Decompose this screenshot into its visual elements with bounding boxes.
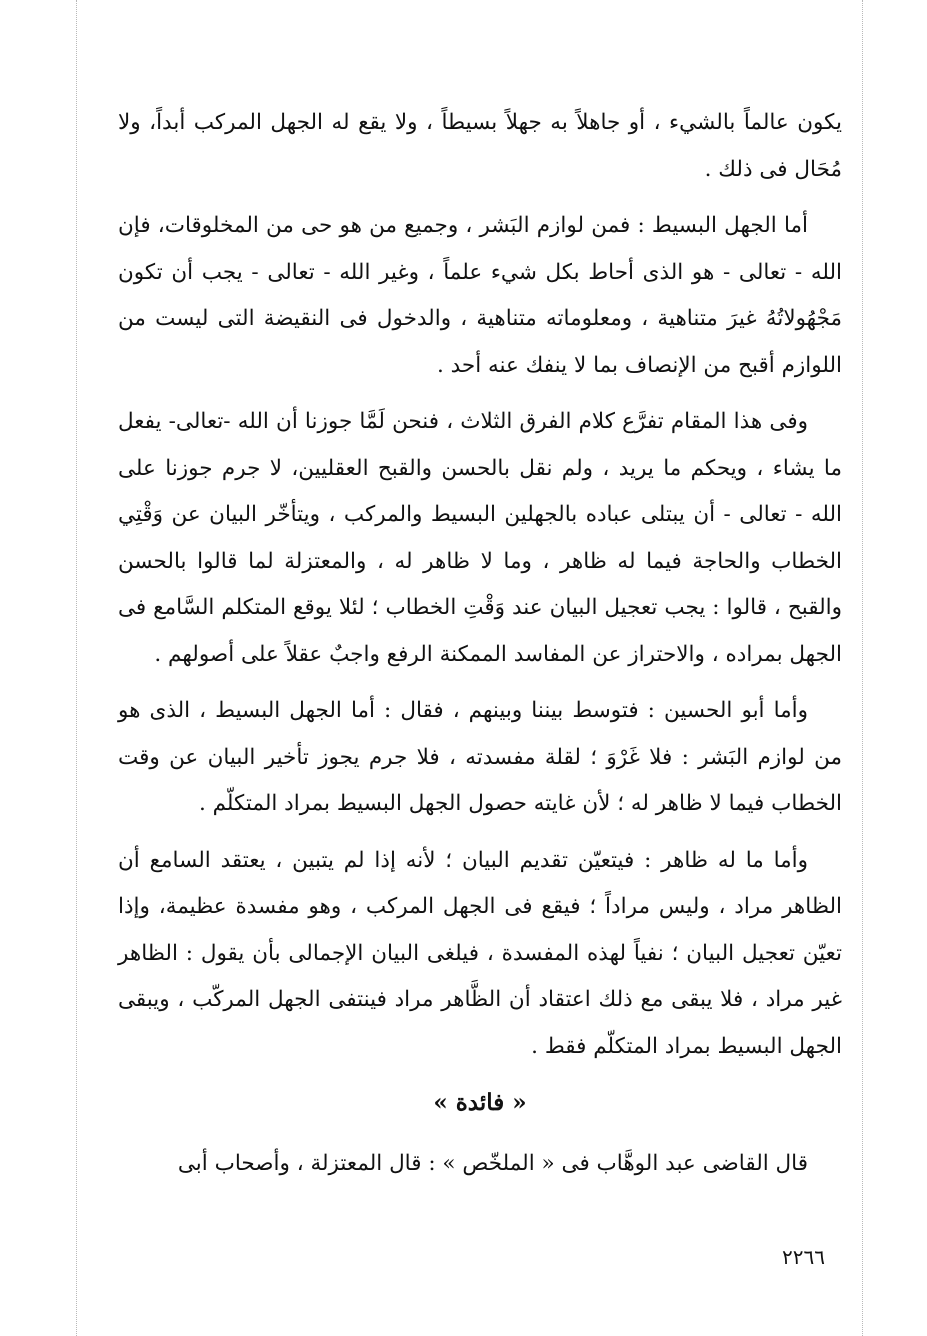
paragraph-3: وفى هذا المقام تفرَّع كلام الفرق الثلاث ، فنحن لَمَّا جوزنا أن الله -تعالى- يفعل ما يشاء ، ويحكم ما يريد ، ولم نقل بالحسن والقبح العقليين، لا جرم جوزنا على الله - تعالى - أن يبتلى عباده بالجهلين البسيط والمركب ، ويتأخّر البيان عن وَقْتِي الخطاب والحاجة فيما له ظاهر ، وما لا ظاهر له ، والمعتزلة لما قالوا بالحسن والقبح ، قالوا : يجب تعجيل البيان عند وَقْتِ الخطاب ؛ لئلا يوقع المتكلم السَّامع فى الجهل بمراده ، والاحتراز عن المفاسد الممكنة الرفع واجبٌ عقلاً على أصولهم . (118, 409, 842, 667)
paragraph-1: يكون عالماً بالشيء ، أو جاهلاً به جهلاً بسيطاً ، ولا يقع له الجهل المركب أبداً، ولا مُحَال فى ذلك . (118, 110, 842, 182)
left-fold-line (76, 0, 77, 1336)
paragraph-5: وأما ما له ظاهر : فيتعيّن تقديم البيان ؛ لأنه إذا لم يتبين ، يعتقد السامع أن الظاهر مراد ، وليس مراداً ؛ فيقع فى الجهل المركب ، وهو مفسدة عظيمة، وإذا تعيّن تعجيل البيان ؛ نفياً لهذه المفسدة ، فيلغى البيان الإجمالى بأن يقول : الظاهر غير مراد ، فلا يبقى مع ذلك اعتقاد أن الظَّاهر مراد فينتفى الجهل المركّب ، ويبقى الجهل البسيط بمراد المتكلّم فقط . (118, 847, 842, 1059)
paragraph-4: وأما أبو الحسين : فتوسط بيننا وبينهم ، فقال : أما الجهل البسيط ، الذى هو من لوازم البَشر : فلا غَرْوَ ؛ لقلة مفسدته ، فلا جرم يجوز تأخير البيان عن وقت الخطاب فيما لا ظاهر له ؛ لأن غايته حصول الجهل البسيط بمراد المتكلّم . (118, 698, 842, 816)
paragraph-2: أما الجهل البسيط : فمن لوازم البَشر ، وجميع من هو حى من المخلوقات، فإن الله - تعالى - هو الذى أحاط بكل شيء علماً ، وغير الله - تعالى - يجب أن تكون مَجْهُولاتُهُ غيرَ متناهية ، ومعلوماته متناهية ، والدخول فى النقيضة التى ليست من اللوازم أقبح من الإنصاف بما لا ينفك عنه أحد . (118, 213, 842, 378)
main-text-block (118, 100, 842, 1197)
page-number: ٢٢٦٦ (782, 1245, 825, 1269)
section-heading: « فائدة » (433, 1089, 527, 1116)
right-fold-line (862, 0, 863, 1336)
closing-paragraph: قال القاضى عبد الوهَّاب فى « الملخّص » : قال المعتزلة ، وأصحاب أبى (177, 1150, 808, 1176)
